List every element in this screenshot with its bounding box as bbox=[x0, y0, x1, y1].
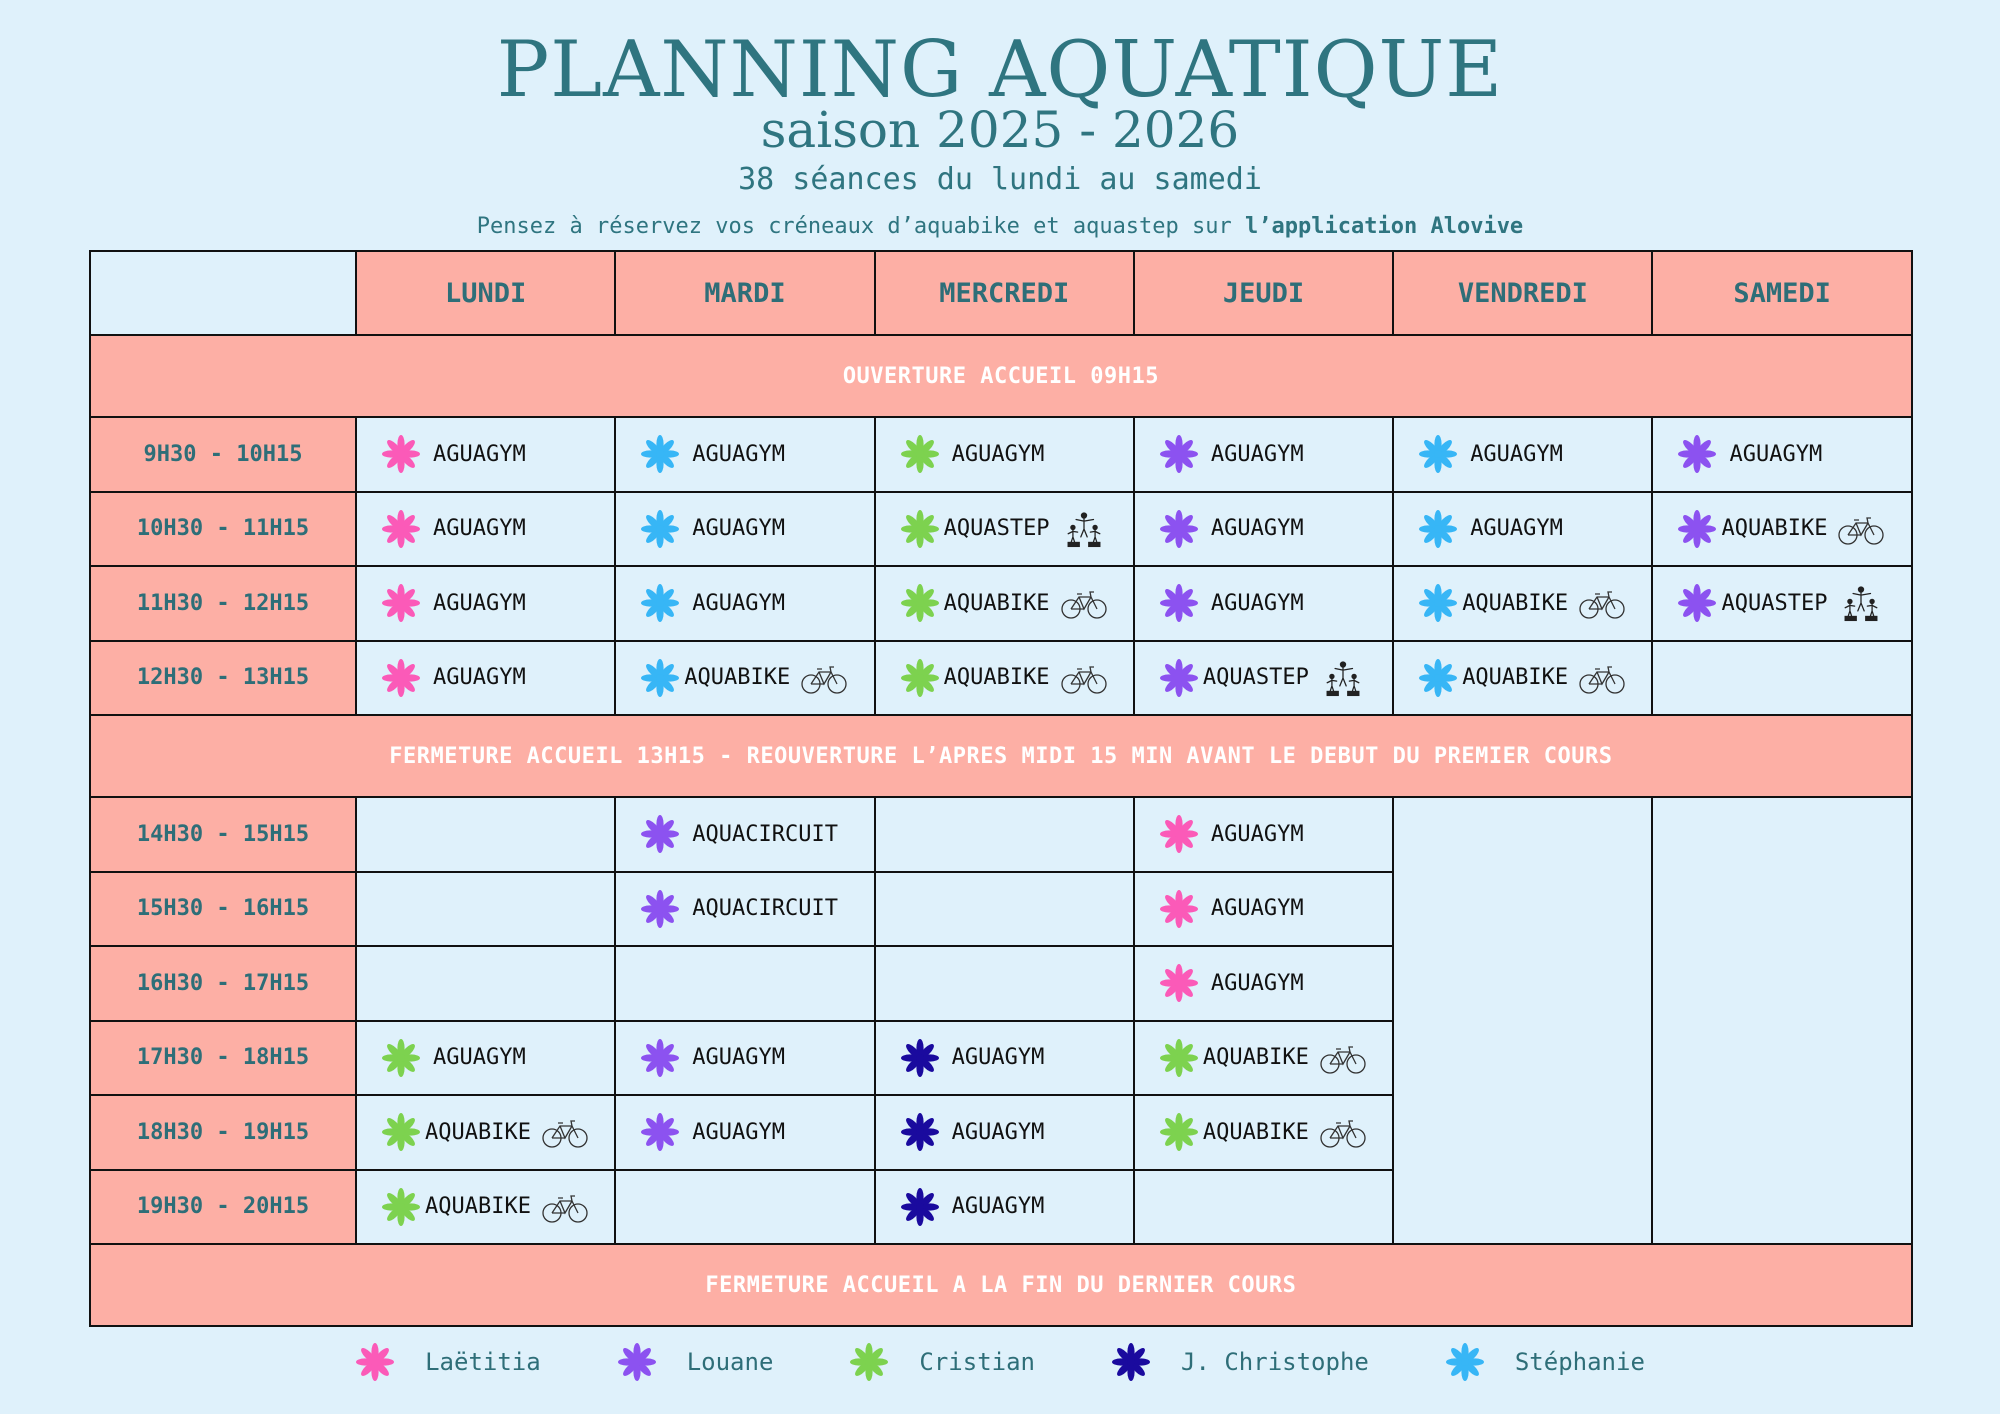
midday-band bbox=[90, 715, 1912, 797]
legend-instructor-name: J. Christophe bbox=[1181, 1348, 1369, 1376]
asterisk-icon bbox=[355, 1342, 395, 1382]
class-name: AQUABIKE bbox=[684, 665, 791, 691]
table-row bbox=[90, 417, 1912, 492]
asterisk-icon bbox=[900, 434, 940, 474]
class-slot[interactable] bbox=[875, 566, 1134, 641]
sessions-count: 38 séances du lundi au samedi bbox=[738, 162, 1262, 197]
asterisk-icon bbox=[381, 509, 421, 549]
class-name: AGUAGYM bbox=[692, 590, 786, 616]
aquastep-people-icon bbox=[1060, 510, 1108, 548]
class-slot[interactable] bbox=[1652, 417, 1911, 492]
time-slot-label: 17H30 - 18H15 bbox=[90, 1021, 356, 1096]
class-name: AGUAGYM bbox=[1210, 970, 1304, 996]
instructor-legend bbox=[0, 1342, 2000, 1382]
class-slot[interactable] bbox=[356, 1095, 615, 1170]
bicycle-icon bbox=[1578, 659, 1626, 697]
class-slot[interactable] bbox=[356, 641, 615, 716]
saturday-afternoon-empty bbox=[1652, 797, 1911, 1244]
asterisk-icon bbox=[900, 1038, 940, 1078]
class-slot[interactable] bbox=[1393, 492, 1652, 567]
class-slot[interactable] bbox=[356, 417, 615, 492]
class-name: AGUAGYM bbox=[692, 516, 786, 542]
time-slot-label: 10H30 - 11H15 bbox=[90, 492, 356, 567]
class-name: AGUAGYM bbox=[692, 1045, 786, 1071]
class-name: AQUABIKE bbox=[943, 665, 1050, 691]
class-name: AGUAGYM bbox=[433, 590, 526, 616]
class-name: AGUAGYM bbox=[951, 1194, 1045, 1220]
class-name: AGUAGYM bbox=[433, 665, 526, 691]
day-header-monday: LUNDI bbox=[356, 251, 615, 335]
class-name: AQUABIKE bbox=[1721, 516, 1828, 542]
class-slot[interactable] bbox=[1134, 566, 1393, 641]
asterisk-icon bbox=[1159, 814, 1199, 854]
asterisk-icon bbox=[640, 1038, 680, 1078]
class-name: AGUAGYM bbox=[1210, 821, 1304, 847]
asterisk-icon bbox=[640, 1112, 680, 1152]
time-slot-label: 9H30 - 10H15 bbox=[90, 417, 356, 492]
empty-slot bbox=[615, 1170, 874, 1245]
asterisk-icon bbox=[381, 434, 421, 474]
booking-note-text: Pensez à réservez vos créneaux d’aquabike et aquastep sur bbox=[476, 214, 1232, 239]
class-slot[interactable] bbox=[1393, 417, 1652, 492]
class-name: AQUABIKE bbox=[1462, 665, 1569, 691]
bicycle-icon bbox=[1837, 510, 1885, 548]
class-slot[interactable] bbox=[875, 492, 1134, 567]
closing-band bbox=[90, 1244, 1912, 1326]
class-slot[interactable] bbox=[875, 641, 1134, 716]
empty-slot bbox=[1652, 641, 1911, 716]
opening-band bbox=[90, 335, 1912, 417]
class-slot[interactable] bbox=[1393, 641, 1652, 716]
class-name: AQUACIRCUIT bbox=[692, 896, 838, 922]
empty-slot bbox=[356, 946, 615, 1021]
opening-band-text: OUVERTURE ACCUEIL 09H15 bbox=[90, 335, 1912, 417]
class-name: AGUAGYM bbox=[951, 1119, 1045, 1145]
aquastep-people-icon bbox=[1837, 584, 1885, 622]
asterisk-icon bbox=[1159, 963, 1199, 1003]
class-slot[interactable] bbox=[615, 1095, 874, 1170]
class-name: AGUAGYM bbox=[433, 1045, 526, 1071]
midday-band-text: FERMETURE ACCUEIL 13H15 - REOUVERTURE L’APRES MIDI 15 MIN AVANT LE DEBUT DU PREMIER COURS bbox=[90, 715, 1912, 797]
class-slot[interactable] bbox=[875, 417, 1134, 492]
class-name: AGUAGYM bbox=[1729, 441, 1823, 467]
asterisk-icon bbox=[900, 1112, 940, 1152]
asterisk-icon bbox=[900, 658, 940, 698]
class-slot[interactable] bbox=[1134, 417, 1393, 492]
class-name: AGUAGYM bbox=[951, 1045, 1045, 1071]
asterisk-icon bbox=[640, 814, 680, 854]
time-slot-label: 19H30 - 20H15 bbox=[90, 1170, 356, 1245]
class-slot[interactable] bbox=[1134, 641, 1393, 716]
asterisk-icon bbox=[1418, 434, 1458, 474]
asterisk-icon bbox=[381, 658, 421, 698]
class-slot[interactable] bbox=[615, 797, 874, 872]
class-slot[interactable] bbox=[1134, 946, 1393, 1021]
asterisk-icon bbox=[1677, 434, 1717, 474]
class-slot[interactable] bbox=[1134, 872, 1393, 947]
class-slot[interactable] bbox=[615, 641, 874, 716]
class-name: AGUAGYM bbox=[1470, 516, 1563, 542]
asterisk-icon bbox=[1111, 1342, 1151, 1382]
class-slot[interactable] bbox=[1134, 492, 1393, 567]
asterisk-icon bbox=[1159, 1112, 1199, 1152]
class-name: AGUAGYM bbox=[692, 441, 786, 467]
class-slot[interactable] bbox=[875, 1170, 1134, 1245]
asterisk-icon bbox=[900, 1187, 940, 1227]
empty-slot bbox=[356, 797, 615, 872]
asterisk-icon bbox=[381, 583, 421, 623]
aquastep-people-icon bbox=[1319, 659, 1367, 697]
legend-item bbox=[1445, 1342, 1645, 1382]
legend-item bbox=[617, 1342, 774, 1382]
day-header-tuesday: MARDI bbox=[615, 251, 874, 335]
booking-note bbox=[0, 212, 2000, 242]
class-name: AGUAGYM bbox=[433, 441, 526, 467]
legend-instructor-name: Laëtitia bbox=[425, 1348, 541, 1376]
legend-item bbox=[849, 1342, 1035, 1382]
friday-afternoon-empty bbox=[1393, 797, 1652, 1244]
class-name: AGUAGYM bbox=[951, 441, 1045, 467]
class-slot[interactable] bbox=[356, 566, 615, 641]
class-name: AGUAGYM bbox=[433, 516, 526, 542]
bicycle-icon bbox=[541, 1113, 589, 1151]
empty-slot bbox=[356, 872, 615, 947]
asterisk-icon bbox=[1159, 434, 1199, 474]
empty-slot bbox=[875, 797, 1134, 872]
class-slot[interactable] bbox=[1393, 566, 1652, 641]
time-slot-label: 15H30 - 16H15 bbox=[90, 872, 356, 947]
season-subtitle: saison 2025 - 2026 bbox=[760, 101, 1240, 159]
bicycle-icon bbox=[1578, 584, 1626, 622]
class-name: AQUASTEP bbox=[1721, 590, 1828, 616]
table-row bbox=[90, 492, 1912, 567]
bicycle-icon bbox=[800, 659, 848, 697]
class-name: AQUASTEP bbox=[1202, 665, 1309, 691]
asterisk-icon bbox=[617, 1342, 657, 1382]
asterisk-icon bbox=[849, 1342, 889, 1382]
asterisk-icon bbox=[900, 583, 940, 623]
asterisk-icon bbox=[1159, 509, 1199, 549]
class-name: AQUABIKE bbox=[943, 590, 1050, 616]
asterisk-icon bbox=[1418, 509, 1458, 549]
class-slot[interactable] bbox=[875, 1021, 1134, 1096]
day-header-friday: VENDREDI bbox=[1393, 251, 1652, 335]
asterisk-icon bbox=[640, 434, 680, 474]
class-name: AGUAGYM bbox=[1210, 441, 1304, 467]
asterisk-icon bbox=[381, 1112, 421, 1152]
class-slot[interactable] bbox=[356, 492, 615, 567]
legend-item bbox=[355, 1342, 541, 1382]
class-slot[interactable] bbox=[615, 872, 874, 947]
asterisk-icon bbox=[640, 889, 680, 929]
table-row bbox=[90, 641, 1912, 716]
app-name-link[interactable]: l’application Alovive bbox=[1245, 214, 1524, 239]
asterisk-icon bbox=[1159, 889, 1199, 929]
page-title: PLANNING AQUATIQUE bbox=[496, 25, 1504, 115]
asterisk-icon bbox=[381, 1187, 421, 1227]
day-header-thursday: JEUDI bbox=[1134, 251, 1393, 335]
time-slot-label: 11H30 - 12H15 bbox=[90, 566, 356, 641]
class-slot[interactable] bbox=[615, 1021, 874, 1096]
asterisk-icon bbox=[1677, 509, 1717, 549]
empty-slot bbox=[875, 946, 1134, 1021]
asterisk-icon bbox=[640, 583, 680, 623]
class-name: AQUABIKE bbox=[1202, 1119, 1309, 1145]
day-header-saturday: SAMEDI bbox=[1652, 251, 1911, 335]
bicycle-icon bbox=[1319, 1113, 1367, 1151]
closing-band-text: FERMETURE ACCUEIL A LA FIN DU DERNIER COURS bbox=[90, 1244, 1912, 1326]
class-slot[interactable] bbox=[1652, 492, 1911, 567]
asterisk-icon bbox=[640, 658, 680, 698]
asterisk-icon bbox=[1677, 583, 1717, 623]
bicycle-icon bbox=[541, 1188, 589, 1226]
asterisk-icon bbox=[1418, 583, 1458, 623]
time-slot-label: 12H30 - 13H15 bbox=[90, 641, 356, 716]
asterisk-icon bbox=[1159, 1038, 1199, 1078]
class-name: AQUACIRCUIT bbox=[692, 821, 838, 847]
legend-instructor-name: Stéphanie bbox=[1514, 1348, 1645, 1376]
class-name: AQUABIKE bbox=[425, 1119, 531, 1145]
table-row bbox=[90, 797, 1912, 872]
asterisk-icon bbox=[1159, 583, 1199, 623]
corner-cell bbox=[90, 251, 356, 335]
empty-slot bbox=[1134, 1170, 1393, 1245]
class-slot[interactable] bbox=[615, 566, 874, 641]
time-slot-label: 16H30 - 17H15 bbox=[90, 946, 356, 1021]
class-slot[interactable] bbox=[356, 1021, 615, 1096]
time-slot-label: 14H30 - 15H15 bbox=[90, 797, 356, 872]
class-name: AQUABIKE bbox=[1202, 1045, 1309, 1071]
class-name: AQUASTEP bbox=[943, 516, 1050, 542]
class-slot[interactable] bbox=[1134, 1095, 1393, 1170]
day-header-row bbox=[90, 251, 1912, 335]
legend-item bbox=[1111, 1342, 1369, 1382]
bicycle-icon bbox=[1060, 659, 1108, 697]
class-slot[interactable] bbox=[615, 492, 874, 567]
asterisk-icon bbox=[640, 509, 680, 549]
asterisk-icon bbox=[1418, 658, 1458, 698]
empty-slot bbox=[615, 946, 874, 1021]
class-slot[interactable] bbox=[1652, 566, 1911, 641]
class-name: AGUAGYM bbox=[1210, 896, 1304, 922]
class-slot[interactable] bbox=[875, 1095, 1134, 1170]
class-slot[interactable] bbox=[1134, 797, 1393, 872]
class-slot[interactable] bbox=[1134, 1021, 1393, 1096]
day-header-wednesday: MERCREDI bbox=[875, 251, 1134, 335]
schedule-table bbox=[89, 250, 1913, 1327]
time-slot-label: 18H30 - 19H15 bbox=[90, 1095, 356, 1170]
class-name: AGUAGYM bbox=[1470, 441, 1563, 467]
asterisk-icon bbox=[1445, 1342, 1485, 1382]
class-name: AGUAGYM bbox=[1210, 590, 1304, 616]
class-slot[interactable] bbox=[615, 417, 874, 492]
table-row bbox=[90, 566, 1912, 641]
legend-instructor-name: Cristian bbox=[919, 1348, 1035, 1376]
bicycle-icon bbox=[1319, 1039, 1367, 1077]
class-slot[interactable] bbox=[356, 1170, 615, 1245]
class-name: AQUABIKE bbox=[425, 1194, 531, 1220]
class-name: AGUAGYM bbox=[1210, 516, 1304, 542]
empty-slot bbox=[875, 872, 1134, 947]
asterisk-icon bbox=[1159, 658, 1199, 698]
bicycle-icon bbox=[1060, 584, 1108, 622]
legend-instructor-name: Louane bbox=[686, 1348, 774, 1376]
asterisk-icon bbox=[381, 1038, 421, 1078]
class-name: AQUABIKE bbox=[1462, 590, 1569, 616]
class-name: AGUAGYM bbox=[692, 1119, 786, 1145]
asterisk-icon bbox=[900, 509, 940, 549]
